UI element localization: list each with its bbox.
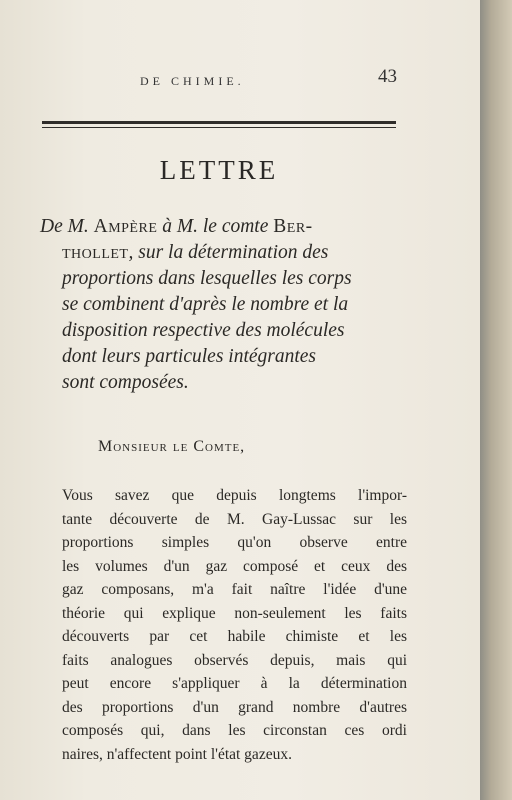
subtitle-text: De M. — [40, 216, 94, 237]
recipient-name: Ber- — [273, 216, 313, 237]
body-line: Vous savez que depuis longtems l'impor- — [62, 487, 407, 504]
header-rule-thick — [42, 121, 396, 124]
body-line: naires, n'affectent point l'état gazeux. — [62, 745, 292, 763]
letter-subtitle — [40, 214, 410, 396]
subtitle-line-2 — [40, 240, 410, 266]
body-line: gaz composans, m'a fait naître l'idée d'une — [62, 581, 407, 598]
body-line: théorie qui explique non-seulement les faits — [62, 604, 407, 622]
body-line: composés qui, dans les circonstan ces ordi — [62, 722, 407, 739]
salutation: Monsieur le Comte, — [98, 438, 246, 455]
body-line: des proportions d'un grand nombre d'autres — [62, 698, 407, 716]
subtitle-text: à M. le comte — [157, 216, 274, 237]
subtitle-line: sont composées. — [62, 372, 189, 393]
body-line: tante découverte de M. Gay-Lussac sur les — [62, 510, 407, 528]
body-line: faits analogues observés depuis, mais qui — [62, 651, 407, 669]
subtitle-line: proportions dans lesquelles les corps — [62, 268, 352, 289]
body-line: peut encore s'appliquer à la détermination — [62, 675, 407, 692]
body-paragraph — [62, 484, 407, 766]
subtitle-line: disposition respective des molécules — [62, 320, 345, 341]
body-line: proportions simples qu'on observe entre — [62, 534, 407, 551]
page-number: 43 — [378, 66, 397, 87]
body-line: les volumes d'un gaz composé et ceux des — [62, 557, 407, 575]
header-rule-thin — [42, 127, 396, 128]
page-edge — [480, 0, 512, 800]
author-name: Ampère — [93, 216, 158, 237]
running-head: DE CHIMIE. — [140, 74, 245, 88]
recipient-name: thollet — [62, 242, 129, 263]
subtitle-line: se combinent d'après le nombre et la — [62, 294, 349, 315]
subtitle-line-1 — [40, 214, 410, 240]
subtitle-text: , sur la détermination des — [128, 242, 329, 263]
letter-title: LETTRE — [159, 155, 279, 185]
body-line: découverts par cet habile chimiste et les — [62, 628, 407, 645]
subtitle-line: dont leurs particules intégrantes — [62, 346, 317, 367]
